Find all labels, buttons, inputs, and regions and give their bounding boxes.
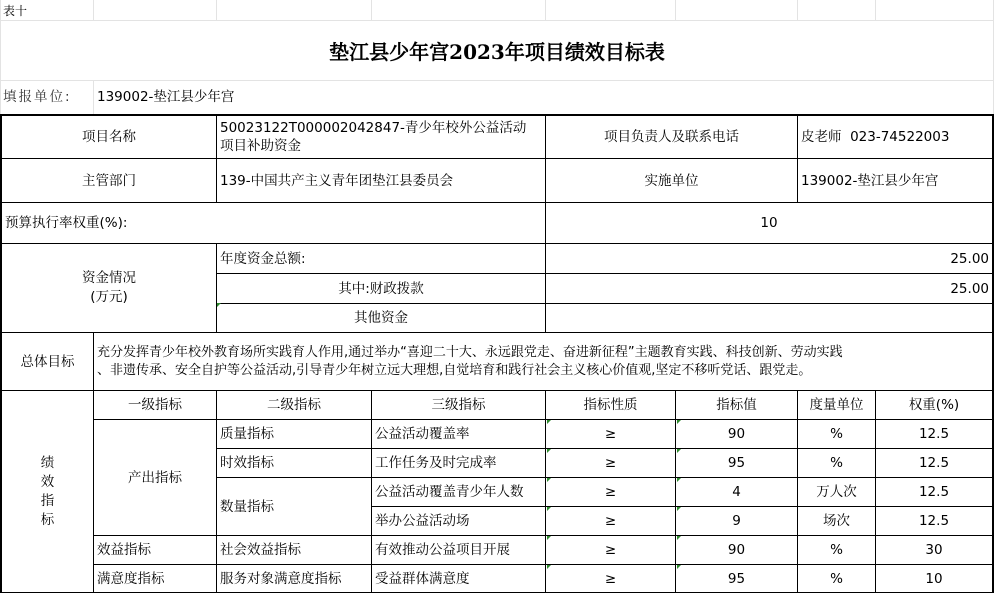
budget-weight-value: 10 xyxy=(760,215,778,231)
gridline xyxy=(875,0,876,21)
cell-marker xyxy=(677,449,681,453)
level2-timeliness: 时效指标 xyxy=(220,455,274,471)
level1-output: 产出指标 xyxy=(128,469,182,486)
header-level2: 二级指标 xyxy=(267,397,321,413)
goal-label: 总体目标 xyxy=(20,353,75,370)
project-name-label: 项目名称 xyxy=(82,129,136,145)
funds-fiscal-value: 25.00 xyxy=(950,280,989,297)
cell-marker xyxy=(547,565,551,569)
section-char: 绩 xyxy=(40,454,55,471)
row-level3: 受益群体满意度 xyxy=(375,570,470,587)
gridline xyxy=(371,0,372,21)
budget-weight-label: 预算执行率权重(%): xyxy=(5,215,128,231)
reporting-unit-value: 139002-垫江县少年宫 xyxy=(97,89,235,105)
level1-benefit: 效益指标 xyxy=(97,542,151,558)
row-nature: ≥ xyxy=(604,542,617,558)
row-value: 4 xyxy=(732,484,741,500)
row-level3: 工作任务及时完成率 xyxy=(375,455,497,471)
dept-value: 139-中国共产主义青年团垫江县委员会 xyxy=(220,172,454,189)
row-nature: ≥ xyxy=(604,455,617,471)
project-owner-value: 皮老师 023-74522003 xyxy=(801,129,950,145)
section-char: 标 xyxy=(40,511,55,528)
row-weight: 12.5 xyxy=(918,455,950,471)
header-weight: 权重(%) xyxy=(908,397,960,413)
row-level3: 公益活动覆盖青少年人数 xyxy=(375,484,524,500)
funds-total-value: 25.00 xyxy=(950,250,989,267)
goal-text xyxy=(94,333,992,390)
impl-unit-label: 实施单位 xyxy=(644,172,699,189)
row-level3: 有效推动公益项目开展 xyxy=(375,542,510,558)
header-level1: 一级指标 xyxy=(128,397,182,413)
project-name-line1: 50023122T000002042847-青少年校外公益活动 xyxy=(220,120,527,136)
gridline xyxy=(797,0,798,21)
dept-label: 主管部门 xyxy=(82,172,136,189)
cell-marker xyxy=(677,478,681,482)
row-value: 95 xyxy=(727,455,746,471)
cell-marker xyxy=(677,420,681,424)
project-name-value xyxy=(217,116,545,158)
row-level3: 公益活动覆盖率 xyxy=(375,426,470,442)
impl-unit-value: 139002-垫江县少年宫 xyxy=(801,172,939,189)
cell-marker xyxy=(677,536,681,540)
level2-social: 社会效益指标 xyxy=(220,542,301,558)
cell-marker xyxy=(677,565,681,569)
row-unit: % xyxy=(830,542,843,558)
row-nature: ≥ xyxy=(604,426,617,442)
row-unit: % xyxy=(830,426,843,442)
row-nature: ≥ xyxy=(604,570,617,587)
section-char: 指 xyxy=(40,492,55,509)
row-weight: 12.5 xyxy=(918,513,950,529)
row-nature: ≥ xyxy=(604,484,617,500)
cell-marker xyxy=(547,420,551,424)
goal-line1: 充分发挥青少年校外教育场所实践育人作用,通过举办“喜迎二十大、永远跟党走、奋进新征程”主题教育实践、科技创新、劳动实践 xyxy=(97,344,843,360)
row-weight: 12.5 xyxy=(918,426,950,442)
header-nature: 指标性质 xyxy=(583,397,638,413)
gridline xyxy=(545,0,546,21)
row-unit: % xyxy=(830,455,843,471)
header-unit: 度量单位 xyxy=(809,397,864,413)
funds-label-line2: (万元) xyxy=(90,289,128,305)
funds-other-value xyxy=(546,304,992,332)
level2-service: 服务对象满意度指标 xyxy=(220,570,342,587)
level2-quality: 质量指标 xyxy=(220,426,274,442)
row-weight: 12.5 xyxy=(918,484,950,500)
row-nature: ≥ xyxy=(604,513,617,529)
page-title: 垫江县少年宫2023年项目绩效目标表 xyxy=(329,39,665,64)
level1-satisfaction: 满意度指标 xyxy=(97,570,165,587)
cell-marker xyxy=(547,536,551,540)
gridline xyxy=(216,0,217,21)
header-level3: 三级指标 xyxy=(431,397,486,413)
cell-marker xyxy=(217,303,221,307)
cell-marker xyxy=(547,449,551,453)
funds-label xyxy=(2,244,216,332)
goal-line2: 、非遗传承、安全自护等公益活动,引导青少年树立远大理想,自觉培育和践行社会主义核心价值观,坚定不移听党话、跟党走。 xyxy=(97,362,812,378)
funds-total-label: 年度资金总额: xyxy=(220,250,306,267)
row-weight: 10 xyxy=(925,570,943,587)
funds-label-line1: 资金情况 xyxy=(82,270,136,286)
row-level3: 举办公益活动场 xyxy=(375,513,470,529)
project-owner-label: 项目负责人及联系电话 xyxy=(604,129,739,145)
row-value: 90 xyxy=(727,426,746,442)
funds-fiscal-label: 其中:财政拨款 xyxy=(338,280,424,297)
cell-marker xyxy=(547,507,551,511)
section-char: 效 xyxy=(40,473,55,490)
row-value: 90 xyxy=(727,542,746,558)
cell-marker xyxy=(677,507,681,511)
row-unit: 万人次 xyxy=(816,484,857,500)
row-weight: 30 xyxy=(925,542,943,558)
project-name-line2: 项目补助资金 xyxy=(220,138,301,154)
indicators-section-label xyxy=(2,391,93,592)
header-value: 指标值 xyxy=(716,397,757,413)
gridline xyxy=(675,0,676,21)
cell-marker xyxy=(547,478,551,482)
row-value: 9 xyxy=(732,513,741,529)
level2-quantity: 数量指标 xyxy=(220,498,274,515)
row-unit: 场次 xyxy=(823,513,850,529)
gridline xyxy=(0,80,994,81)
funds-other-label: 其他资金 xyxy=(354,310,408,326)
row-value: 95 xyxy=(727,570,746,587)
row-unit: % xyxy=(830,570,843,587)
sheet-label: 表十 xyxy=(3,4,28,18)
gridline xyxy=(93,0,94,21)
reporting-unit-label: 填报单位: xyxy=(3,89,72,105)
